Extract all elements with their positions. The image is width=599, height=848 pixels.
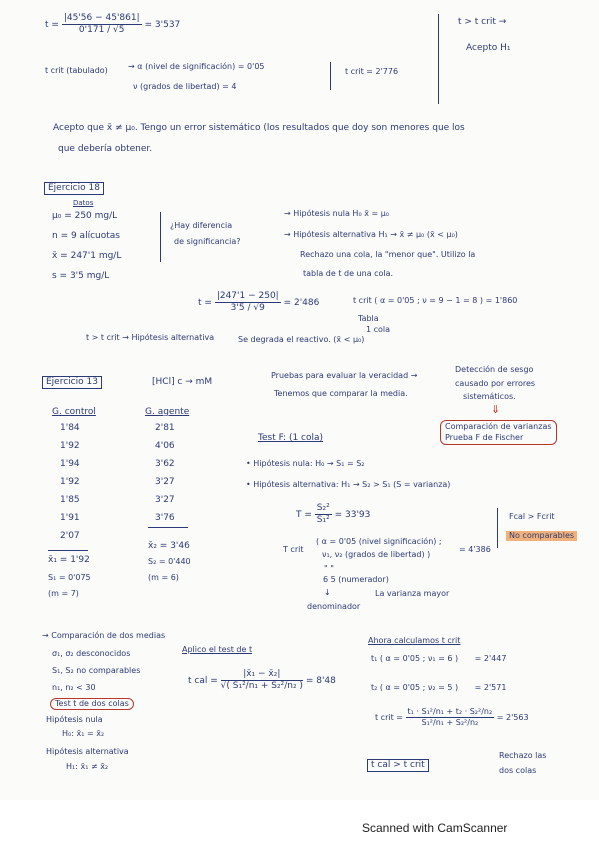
col-control-m: (m = 7) (48, 589, 79, 598)
list-item: 1'84 (60, 423, 80, 433)
tcalc-numerator: |247'1 − 250| (216, 291, 279, 301)
pruebas-1: Pruebas para evaluar la veracidad → (271, 371, 418, 380)
tcal-numerator: |x̄₁ − x̄₂| (221, 670, 303, 681)
t2-lhs: t₂ (371, 683, 378, 692)
col-agente-mean: x̄₂ = 3'46 (148, 541, 190, 551)
conclusion-18-2: Se degrada el reactivo. (x̄ < μ₀) (238, 335, 365, 344)
h1-line: → Hipótesis alternativa H₁ → x̄ ≠ μ₀ (x̄ < μ₀) (284, 230, 458, 239)
t1-params: ( α = 0'05 ; ν₁ = 6 ) (379, 654, 459, 663)
brace (330, 62, 331, 90)
xbar-line: x̄ = 247'1 mg/L (52, 251, 122, 261)
fcrit-a: ( α = 0'05 (nivel significación) ; (316, 537, 442, 546)
apply-t-test: Aplico el test de t (182, 645, 253, 654)
T-result: = 33'93 (334, 510, 371, 520)
s-not-comparable: S₁, S₂ no comparables (52, 666, 141, 675)
divider (48, 550, 88, 551)
t1-result: = 2'447 (474, 654, 507, 663)
list-item: 3'27 (155, 495, 175, 505)
list-item: 2'07 (60, 531, 80, 541)
list-item: 3'62 (155, 459, 175, 469)
error-2: causado por errores (455, 379, 536, 388)
ttab-label: t crit (tabulado) (45, 66, 108, 75)
t2-result: = 2'571 (474, 683, 507, 692)
tcalc-fraction (215, 292, 281, 313)
comparison-2: Prueba F de Fischer (445, 433, 524, 442)
tcrit-combined-denominator: S₁²/n₁ + S₂²/n₂ (421, 718, 479, 727)
list-item: 1'91 (60, 513, 80, 523)
two-tail-test: Test t de dos colas (50, 698, 134, 710)
tcrit-params: ( α = 0'05 ; ν = 9 − 1 = 8 ) (374, 296, 484, 305)
list-item: 1'92 (60, 477, 80, 487)
datos-label: Datos (73, 199, 94, 207)
scanner-watermark: Scanned with CamScanner (362, 821, 508, 835)
dof-line: ν (grados de libertad) = 4 (133, 82, 237, 91)
rechazo-1: Rechazo una cola, la "menor que". Utilizo la (300, 250, 476, 259)
conclusion-compare: t > t crit → (458, 17, 507, 27)
brace (497, 508, 498, 548)
col-agente-values (155, 424, 175, 532)
comparison-1: Comparación de varianzas (445, 422, 552, 431)
brace (160, 212, 161, 262)
fcrit-c: " " (324, 564, 334, 573)
n-less-30: n₁, n₂ < 30 (52, 683, 96, 692)
tcrit-lhs: t crit (353, 296, 372, 305)
no-comparables: No comparables (506, 531, 577, 541)
tabla-label: Tabla (358, 314, 379, 323)
alt-hyp: H₁: x̄₁ ≠ x̄₂ (66, 762, 109, 771)
T-denominator: S₁² (316, 515, 330, 525)
fcrit-lhs: T crit (283, 545, 304, 554)
tcrit-combined-lhs: t crit = (375, 713, 403, 722)
error-3: sistemáticos. (463, 392, 516, 401)
t2-line (371, 684, 506, 692)
list-item: 3'27 (155, 477, 175, 487)
f-h1: • Hipótesis alternativa: H₁ → S₂ > S₁ (S = varianza) (246, 480, 451, 489)
n-line: n = 9 alícuotas (52, 231, 120, 241)
fcrit-f: La varianza mayor (375, 589, 450, 598)
conclusion-accept: Acepto H₁ (466, 43, 511, 53)
t2-params: ( α = 0'05 ; ν₂ = 5 ) (379, 683, 459, 692)
list-item: 1'92 (60, 441, 80, 451)
test-f-heading: Test F: (1 cola) (258, 433, 324, 443)
conclusion-18-1: t > t crit → Hipótesis alternativa (86, 333, 215, 342)
t-denominator: 0'171 / √5 (78, 25, 125, 35)
question-1: ¿Hay diferencia (170, 221, 233, 230)
list-item: 4'06 (155, 441, 175, 451)
T-formula (296, 504, 370, 525)
list-item: 2'81 (155, 423, 175, 433)
ttab-value: t crit = 2'776 (345, 67, 399, 76)
tcrit-combined (375, 708, 529, 727)
t-formula (45, 14, 180, 35)
t-lhs: t = (45, 20, 59, 30)
tcrit-combined-fraction (406, 708, 495, 727)
null-hyp-label: Hipótesis nula (46, 715, 103, 724)
exercise-18-title: Ejercicio 18 (44, 182, 104, 195)
fcrit-b: ν₁, ν₂ (grados de libertad) ) (322, 550, 431, 559)
t-result: = 3'537 (144, 20, 181, 30)
final-1: Rechazo las (499, 751, 547, 760)
mu0-line: μ₀ = 250 mg/L (52, 211, 118, 221)
divider (148, 527, 188, 528)
comparison-box (440, 420, 557, 445)
alpha-line: → α (nivel de significación) = 0'05 (128, 62, 265, 71)
rechazo-2: tabla de t de una cola. (303, 269, 394, 278)
tcalc-denominator: 3'5 / √9 (230, 303, 265, 313)
col-agente-header: G. agente (145, 407, 190, 417)
final-comparison: t cal > t crit (367, 759, 429, 772)
tabla-cola: 1 cola (366, 325, 391, 334)
tcal-lhs: t cal = (188, 676, 218, 686)
t1-lhs: t₁ (371, 654, 378, 663)
T-lhs: T = (296, 510, 312, 520)
f-h0: • Hipótesis nula: H₀ → S₁ = S₂ (246, 459, 365, 468)
pruebas-2: Tenemos que comparar la media. (274, 389, 408, 398)
tcal-denominator: √( S₁²/n₁ + S₂²/n₂ ) (220, 681, 303, 691)
sigma-unknown: σ₁, σ₂ desconocidos (52, 649, 131, 658)
fcrit-result: = 4'386 (459, 545, 491, 554)
col-control-s: S₁ = 0'075 (48, 573, 91, 582)
tcrit-result: = 1'860 (485, 296, 518, 305)
col-control-values (60, 424, 80, 550)
s-line: s = 3'5 mg/L (52, 271, 110, 281)
exercise-13-title: Ejercicio 13 (42, 376, 102, 389)
col-agente-s: S₂ = 0'440 (148, 557, 191, 566)
acepto-text-1: Acepto que x̄ ≠ μ₀. Tengo un error sistemático (los resultados que doy son menores que los (53, 123, 465, 133)
col-control-mean: x̄₁ = 1'92 (48, 555, 90, 565)
brace (438, 14, 439, 104)
null-hyp: H₀: x̄₁ = x̄₂ (62, 729, 105, 738)
col-agente-m: (m = 6) (148, 573, 179, 582)
tcrit-combined-numerator: t₁ · S₁²/n₁ + t₂ · S₂²/n₂ (407, 707, 493, 716)
tcalc-result: = 2'486 (283, 298, 320, 308)
f-conclusion: Fcal > Fcrit (509, 512, 555, 521)
tcrit-combined-result: = 2'563 (496, 713, 529, 722)
list-item: 3'76 (155, 513, 175, 523)
T-fraction (315, 504, 332, 525)
tcal-formula (188, 670, 336, 691)
t-fraction (62, 14, 142, 35)
hcl-label: [HCl] c → mM (152, 377, 213, 387)
fcrit-arrow: ↓ (324, 588, 331, 597)
tcal-result: = 8'48 (305, 676, 336, 686)
final-2: dos colas (499, 766, 537, 775)
list-item: 1'85 (60, 495, 80, 505)
arrow-down-icon: ⇓ (491, 403, 501, 416)
h0-line: → Hipótesis nula H₀ x̄ = μ₀ (284, 209, 390, 218)
t1-line (371, 655, 506, 663)
alt-hyp-label: Hipótesis alternativa (46, 747, 129, 756)
fcrit-g: denominador (307, 602, 361, 611)
col-control-header: G. control (52, 407, 96, 417)
error-1: Detección de sesgo (455, 365, 534, 374)
tcal-fraction (221, 670, 303, 691)
ahora-heading: Ahora calculamos t crit (368, 636, 461, 645)
fcrit-d: 6 5 (numerador) (323, 575, 389, 584)
acepto-text-2: que debería obtener. (58, 144, 153, 154)
tcrit-formula (353, 297, 517, 305)
question-2: de significancia? (174, 237, 241, 246)
tcalc-lhs: t = (198, 298, 212, 308)
list-item: 1'94 (60, 459, 80, 469)
two-means-heading: → Comparación de dos medias (42, 631, 166, 640)
t-numerator: |45'56 − 45'861| (63, 13, 140, 23)
tcalc-formula (198, 292, 319, 313)
T-numerator: S₂² (316, 503, 330, 513)
